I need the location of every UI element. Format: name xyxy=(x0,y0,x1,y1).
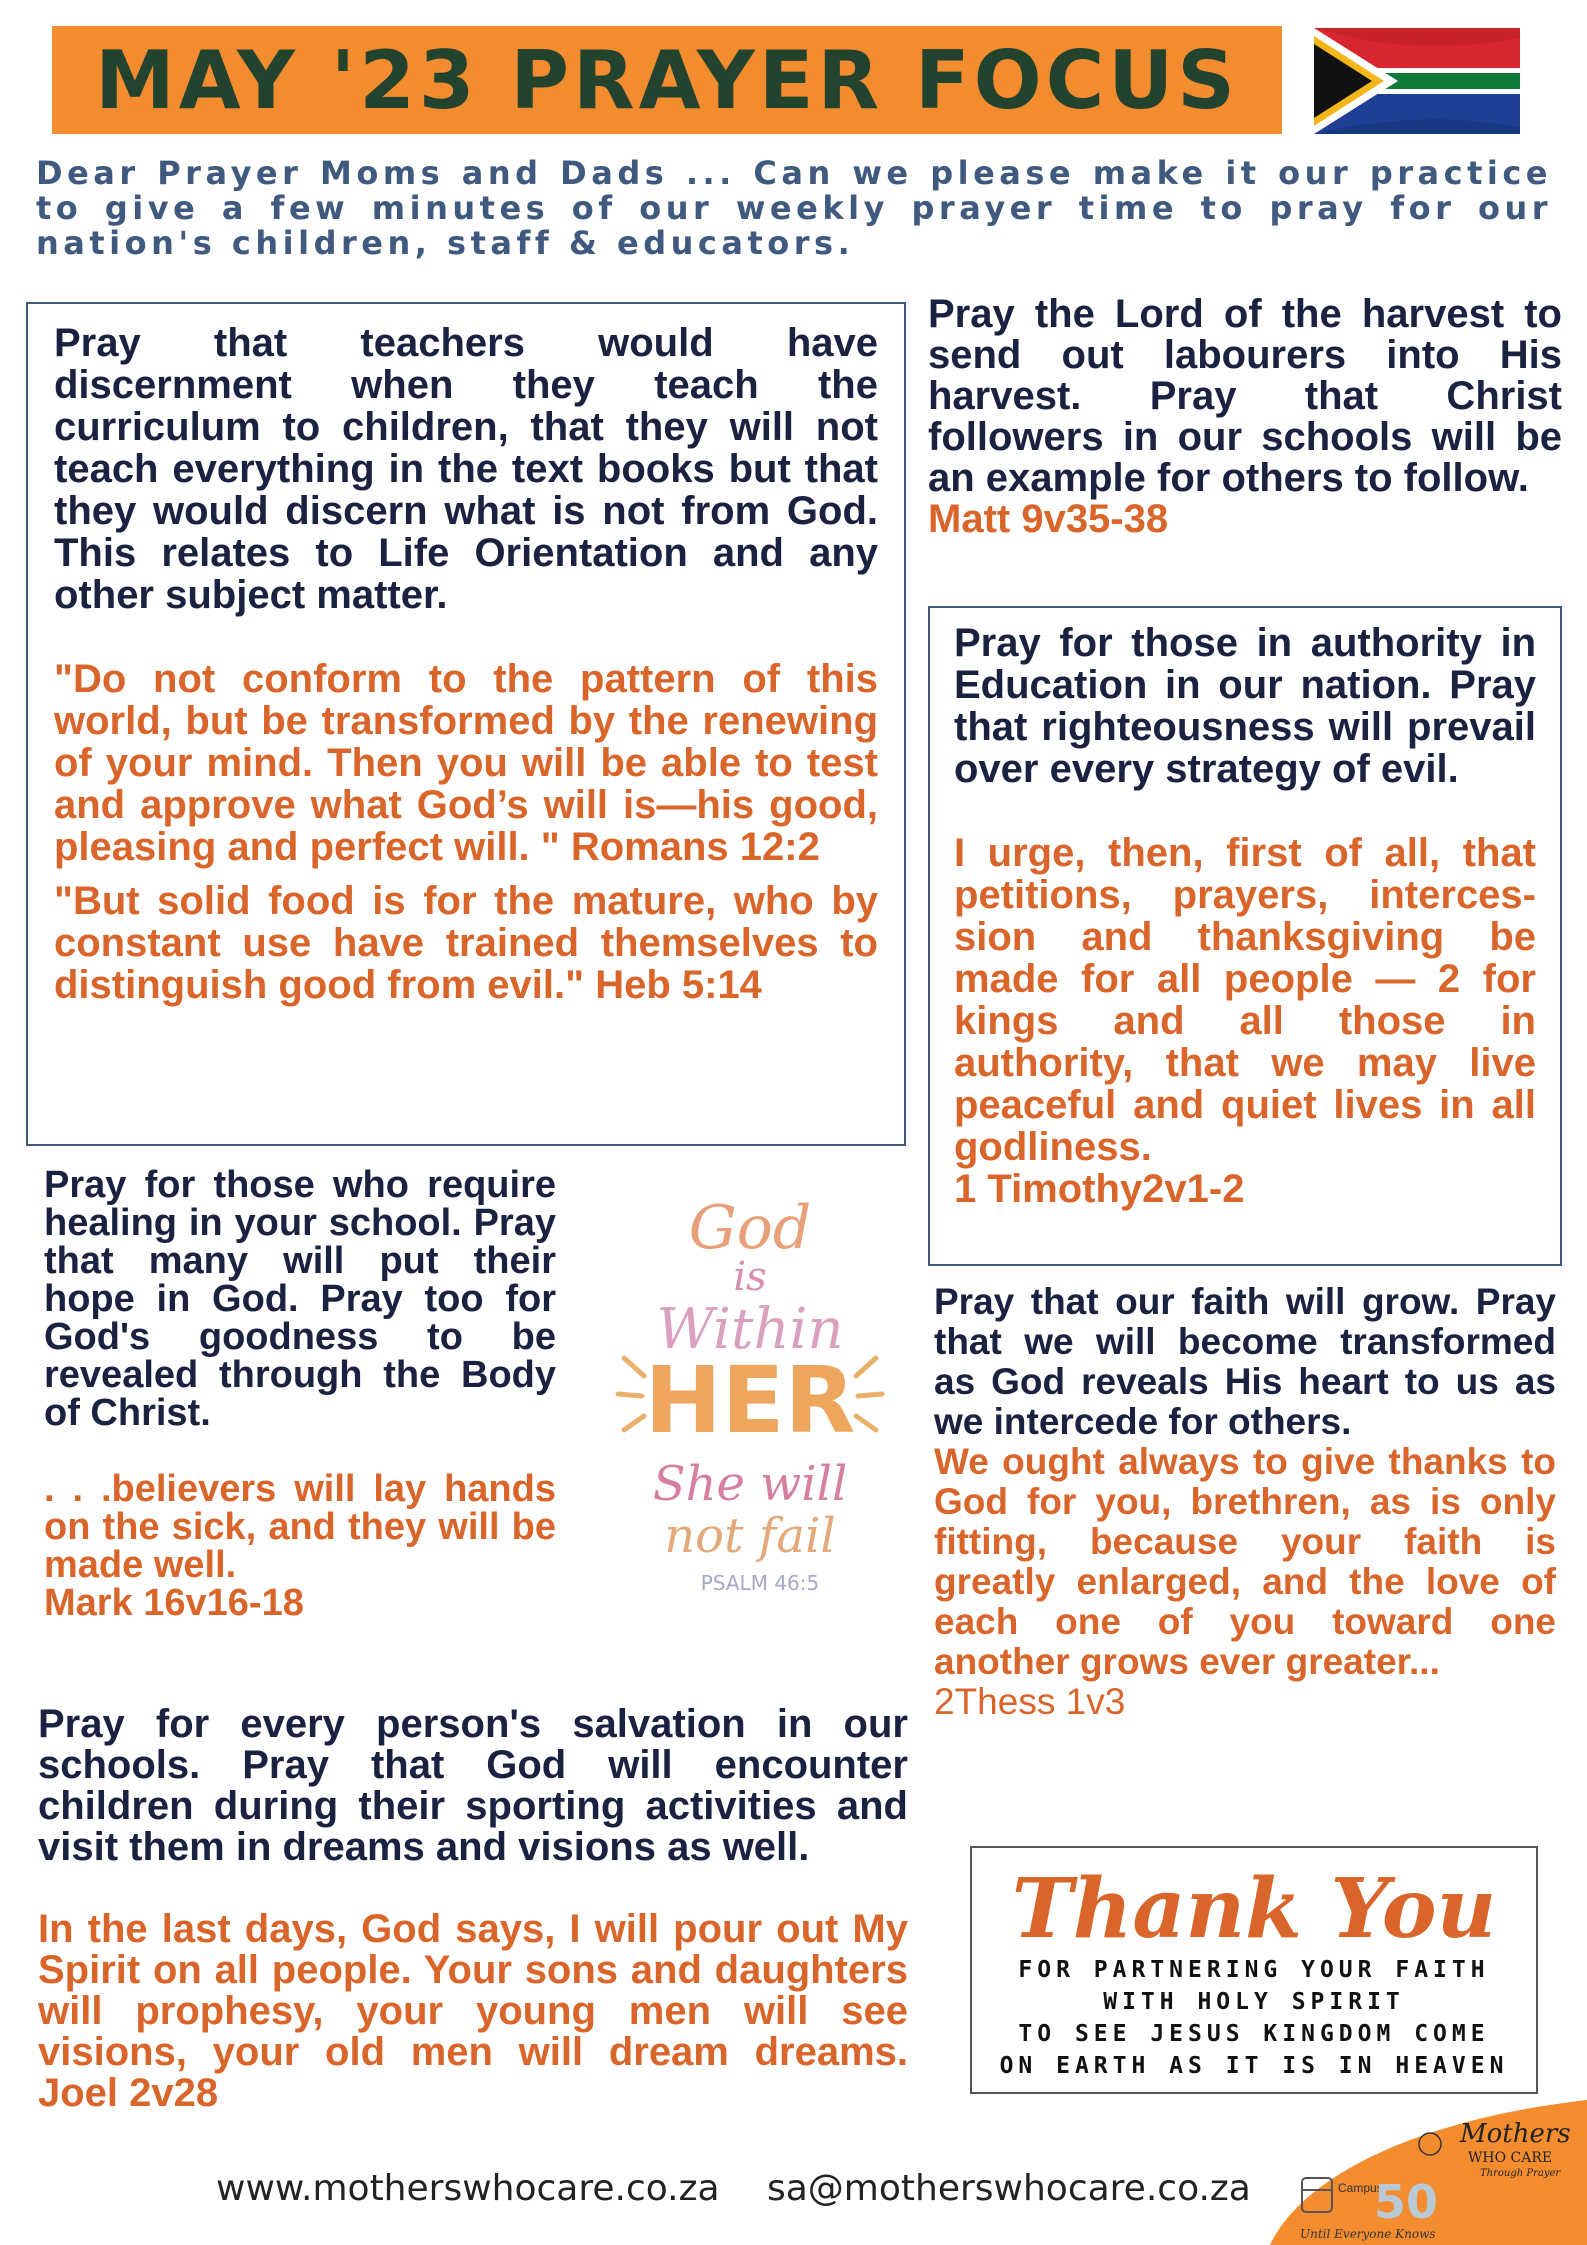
teachers-prayer: Pray that teachers would have discernment when they teach the curriculum to children, that they will not teach everything in the text books but that they would discern what is not from God. This relates to Life Orientation and any other subject matter. xyxy=(54,321,878,617)
thank-you-line: TO SEE JESUS KINGDOM COME xyxy=(1018,2021,1490,2047)
timothy-verse: I urge, then, first of all, that petitions, prayers, interces-sion and thanksgiving be made for all people — 2 for kings and all those in authority, that we may live peaceful and quiet lives in all godliness. xyxy=(954,831,1536,1169)
page-title: MAY '23 PRAYER FOCUS xyxy=(95,33,1239,127)
salvation-prayer: Pray for every person's salvation in our schools. Pray that God will encounter children during their sporting activities and visit them in dreams and visions as well. xyxy=(38,1702,908,1869)
authority-prayer-box xyxy=(928,606,1562,1266)
south-africa-flag-icon xyxy=(1314,28,1520,134)
graphic-psalm: PSALM 46:5 xyxy=(700,1571,820,1595)
thessalonians-reference: 2Thess 1v3 xyxy=(934,1681,1126,1722)
graphic-she-will: She will xyxy=(652,1456,848,1512)
mark-verse: . . .believers will lay hands on the sick, and they will be made well. xyxy=(44,1468,556,1586)
healing-prayer-block xyxy=(44,1166,556,1622)
tagline-label: Until Everyone Knows xyxy=(1300,2227,1436,2241)
mark-reference: Mark 16v16-18 xyxy=(44,1582,304,1624)
authority-prayer: Pray for those in authority in Education in our nation. Pray that righteousness will prevail over every strategy of evil. xyxy=(954,621,1536,791)
thank-you-title: Thank You xyxy=(1011,1861,1497,1957)
title-banner xyxy=(52,26,1282,134)
faith-prayer-block xyxy=(934,1282,1556,1722)
harvest-prayer: Pray the Lord of the harvest to send out labourers into His harvest. Pray that Christ followers in our schools will be an example for others to follow. xyxy=(928,292,1562,500)
graphic-her: HER xyxy=(644,1347,856,1454)
romans-verse: "Do not conform to the pattern of this world, but be transformed by the renewing of your mind. Then you will be able to test and approve what God’s will is—his good, pleasing and perfect will. " Romans 12:2 xyxy=(54,657,878,869)
logos-corner xyxy=(1270,2100,1587,2245)
graphic-within: Within xyxy=(656,1297,844,1362)
thank-you-line: FOR PARTNERING YOUR FAITH xyxy=(1018,1957,1490,1983)
healing-prayer: Pray for those who require healing in your school. Pray that many will put their hope in God. Pray too for God's goodness to be revealed through the Body of Christ. xyxy=(44,1164,556,1434)
mothers-logo-line1: Mothers xyxy=(1460,2119,1571,2149)
joel-verse: In the last days, God says, I will pour out My Spirit on all people. Your sons and daughters will prophesy, your young men will see visions, your old men will dream dreams. Joel 2v28 xyxy=(38,1907,908,2115)
footer-contact xyxy=(216,2168,1287,2209)
website-link[interactable]: www.motherswhocare.co.za xyxy=(216,2168,720,2209)
god-within-her-graphic xyxy=(610,1190,890,1610)
graphic-is: is xyxy=(733,1254,767,1300)
intro-text: Dear Prayer Moms and Dads ... Can we please make it our practice to give a few minutes of our weekly prayer time to pray for our nation's children, staff & educators. xyxy=(36,154,1552,262)
years-label: 50 xyxy=(1374,2175,1439,2229)
email-link[interactable]: sa@motherswhocare.co.za xyxy=(766,2168,1251,2209)
teachers-prayer-box xyxy=(26,302,906,1146)
mothers-logo-line3: Through Prayer xyxy=(1480,2168,1561,2179)
thank-you-line: WITH HOLY SPIRIT xyxy=(1103,1989,1405,2015)
graphic-not-fail: not fail xyxy=(664,1508,836,1564)
hebrews-verse: "But solid food is for the mature, who by constant use have trained themselves to distinguish good from evil." Heb 5:14 xyxy=(54,879,878,1007)
harvest-prayer-block xyxy=(928,294,1562,540)
mothers-logo-line2: WHO CARE xyxy=(1468,2150,1553,2166)
salvation-prayer-block xyxy=(38,1704,908,2114)
campus-label: Campus xyxy=(1338,2181,1383,2195)
thank-you-line: ON EARTH AS IT IS IN HEAVEN xyxy=(999,2053,1509,2079)
thank-you-box xyxy=(970,1846,1538,2094)
harvest-reference: Matt 9v35-38 xyxy=(928,497,1169,541)
timothy-reference: 1 Timothy2v1-2 xyxy=(954,1167,1245,1211)
thessalonians-verse: We ought always to give thanks to God for you, brethren, as is only fitting, because your faith is greatly enlarged, and the love of each one of you toward one another grows ever greater... xyxy=(934,1441,1556,1682)
faith-prayer: Pray that our faith will grow. Pray that we will become transformed as God reveals His heart to us as we intercede for others. xyxy=(934,1281,1556,1442)
graphic-god: God xyxy=(688,1193,812,1263)
